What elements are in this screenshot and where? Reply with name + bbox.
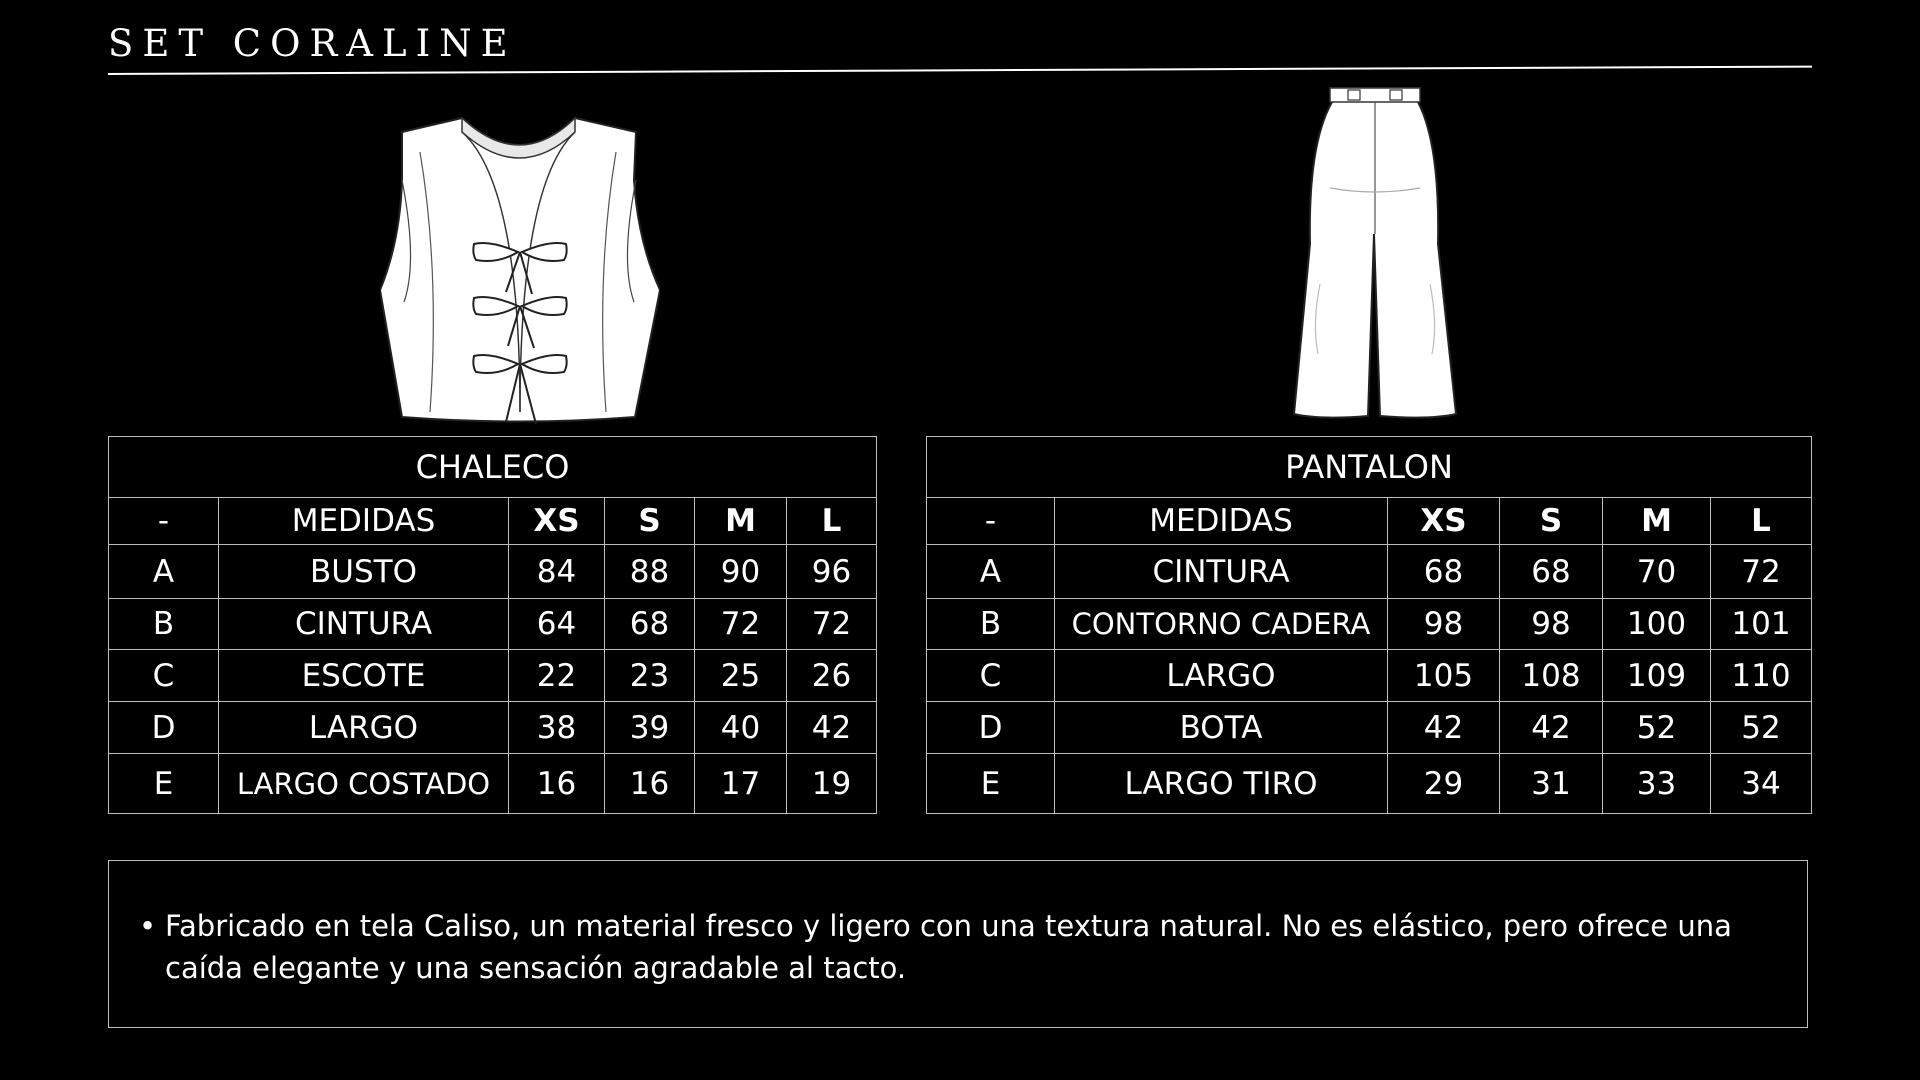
table-row [109,599,877,650]
value-s: 108 [1500,650,1603,702]
value-m: 90 [695,545,787,599]
value-l: 110 [1711,650,1812,702]
table-row [927,599,1812,650]
trousers-sketch-icon [1290,84,1460,422]
value-l: 42 [787,702,877,754]
value-m: 109 [1603,650,1711,702]
column-header-index: - [927,498,1055,545]
table-row [927,650,1812,702]
fabric-note-box [108,860,1808,1028]
column-header-index: - [109,498,219,545]
value-xs: 68 [1388,545,1500,599]
column-header-l: L [1711,498,1812,545]
pants-table-caption: PANTALON [927,437,1812,498]
page-title: SET CORALINE [108,22,517,65]
value-l: 26 [787,650,877,702]
value-m: 100 [1603,599,1711,650]
row-letter: B [109,599,219,650]
measure-name: LARGO [219,702,509,754]
value-l: 34 [1711,754,1812,814]
row-letter: D [927,702,1055,754]
measure-name: CINTURA [219,599,509,650]
value-xs: 16 [509,754,605,814]
value-xs: 105 [1388,650,1500,702]
value-xs: 64 [509,599,605,650]
column-header-l: L [787,498,877,545]
measure-name: CONTORNO CADERA [1055,599,1388,650]
column-header-s: S [1500,498,1603,545]
column-header-measure: MEDIDAS [219,498,509,545]
vest-size-table [108,436,877,814]
value-m: 17 [695,754,787,814]
row-letter: C [927,650,1055,702]
row-letter: C [109,650,219,702]
column-header-measure: MEDIDAS [1055,498,1388,545]
value-xs: 42 [1388,702,1500,754]
vest-table-caption: CHALECO [109,437,877,498]
column-header-m: M [1603,498,1711,545]
value-s: 31 [1500,754,1603,814]
value-s: 68 [1500,545,1603,599]
row-letter: E [109,754,219,814]
measure-name: LARGO COSTADO [219,754,509,814]
table-row [927,702,1812,754]
table-row [927,754,1812,814]
row-letter: B [927,599,1055,650]
value-s: 88 [605,545,695,599]
fabric-note-text: • Fabricado en tela Caliso, un material fresco y ligero con una textura natural. No es elástico, pero ofrece una caída elegante y una sensación agradable al tacto. [165,905,1807,989]
value-l: 96 [787,545,877,599]
value-m: 52 [1603,702,1711,754]
vest-sketch-icon [380,112,660,430]
row-letter: A [927,545,1055,599]
measure-name: BUSTO [219,545,509,599]
value-l: 52 [1711,702,1812,754]
row-letter: D [109,702,219,754]
table-row [109,702,877,754]
column-header-xs: XS [509,498,605,545]
value-s: 39 [605,702,695,754]
value-xs: 29 [1388,754,1500,814]
pants-size-table [926,436,1812,814]
measure-name: ESCOTE [219,650,509,702]
measure-name: LARGO TIRO [1055,754,1388,814]
value-xs: 84 [509,545,605,599]
value-m: 72 [695,599,787,650]
value-m: 40 [695,702,787,754]
column-header-m: M [695,498,787,545]
value-xs: 22 [509,650,605,702]
measure-name: CINTURA [1055,545,1388,599]
measure-name: LARGO [1055,650,1388,702]
value-l: 72 [1711,545,1812,599]
row-letter: A [109,545,219,599]
column-header-xs: XS [1388,498,1500,545]
column-header-s: S [605,498,695,545]
value-s: 68 [605,599,695,650]
table-row [109,650,877,702]
value-xs: 98 [1388,599,1500,650]
value-l: 101 [1711,599,1812,650]
value-m: 33 [1603,754,1711,814]
value-s: 16 [605,754,695,814]
value-s: 42 [1500,702,1603,754]
table-row [927,545,1812,599]
value-m: 25 [695,650,787,702]
value-l: 72 [787,599,877,650]
table-row [109,754,877,814]
value-l: 19 [787,754,877,814]
value-s: 23 [605,650,695,702]
row-letter: E [927,754,1055,814]
value-m: 70 [1603,545,1711,599]
value-xs: 38 [509,702,605,754]
table-row [109,545,877,599]
value-s: 98 [1500,599,1603,650]
title-divider [108,66,1812,75]
measure-name: BOTA [1055,702,1388,754]
